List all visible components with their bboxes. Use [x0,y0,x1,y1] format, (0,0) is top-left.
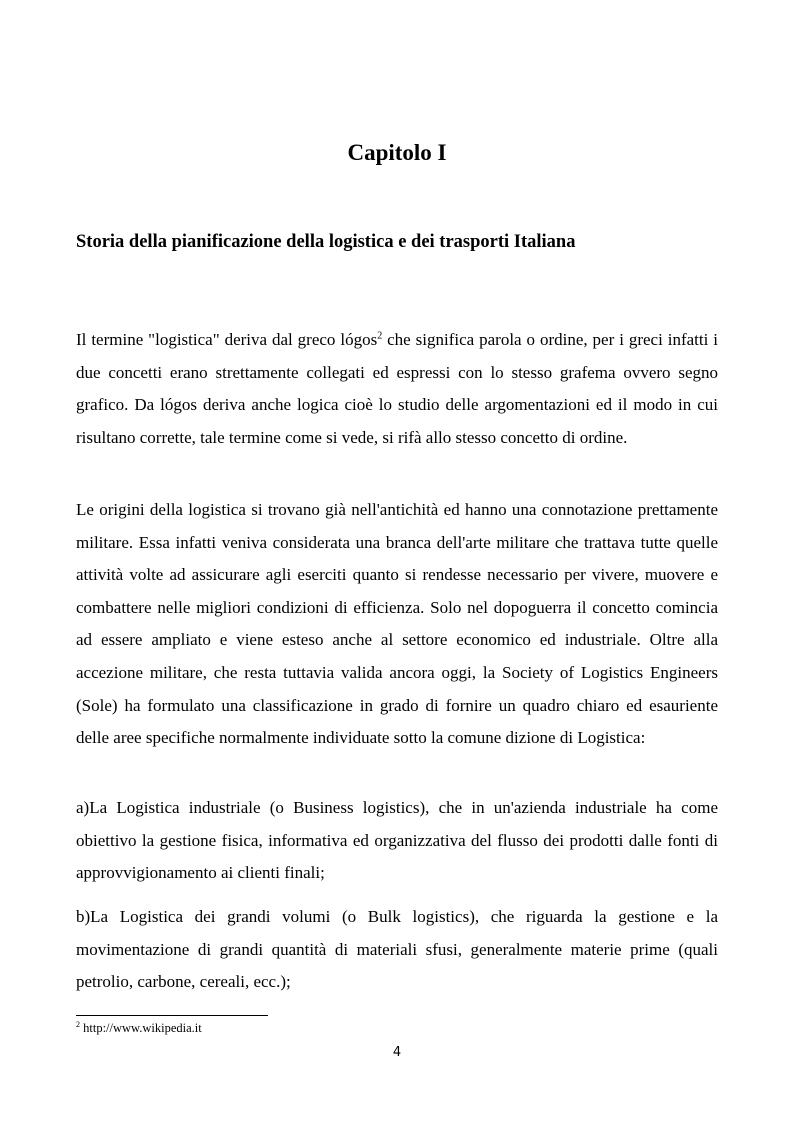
footnote-reference[interactable]: 2 [377,330,383,342]
page-number: 4 [392,1045,402,1060]
paragraph-1-text-end: che significa parola o ordine, per i greci infatti i due concetti erano strettamente collegati ed espressi con lo stesso grafema ovvero segno grafico. Da lógos deriva anche logica cioè lo studio delle argomentazioni ed il modo in cui risultano corrette, tale termine come si vede, si rifà allo stesso concetto di ordine. [76,330,718,447]
chapter-title: Capitolo I [347,140,447,165]
footnote [76,1021,202,1036]
footnote-divider [76,1015,268,1016]
footnote-number: 2 [76,1019,80,1029]
paragraph-1 [76,324,718,454]
paragraph-4-list-item-b: b)La Logistica dei grandi volumi (o Bulk logistics), che riguarda la gestione e la movimentazione di grandi quantità di materiali sfusi, generalmente materie prime (quali petrolio, carbone, cereali, ecc.); [76,907,718,992]
paragraph-3-list-item-a: a)La Logistica industriale (o Business logistics), che in un'azienda industriale ha come obiettivo la gestione fisica, informativa ed organizzativa del flusso dei prodotti dalle fonti di approvvigionamento ai clienti finali; [76,798,718,883]
section-title: Storia della pianificazione della logistica e dei trasporti Italiana [76,232,576,252]
footnote-link[interactable]: http://www.wikipedia.it [80,1021,202,1035]
paragraph-1-text-start: Il termine "logistica" deriva dal greco lógos [76,330,378,349]
paragraph-2: Le origini della logistica si trovano già nell'antichità ed hanno una connotazione prettamente militare. Essa infatti veniva considerata una branca dell'arte militare che trattava tutte quelle attività volte ad assicurare agli eserciti quanto si rendesse necessario per vivere, muovere e combattere nelle migliori condizioni di efficienza. Solo nel dopoguerra il concetto comincia ad essere ampliato e viene esteso anche al settore economico ed industriale. Oltre alla accezione militare, che resta tuttavia valida ancora oggi, la Society of Logistics Engineers (Sole) ha formulato una classificazione in grado di fornire un quadro chiaro ed esauriente delle aree specifiche normalmente individuate sotto la comune dizione di Logistica: [76,500,718,748]
